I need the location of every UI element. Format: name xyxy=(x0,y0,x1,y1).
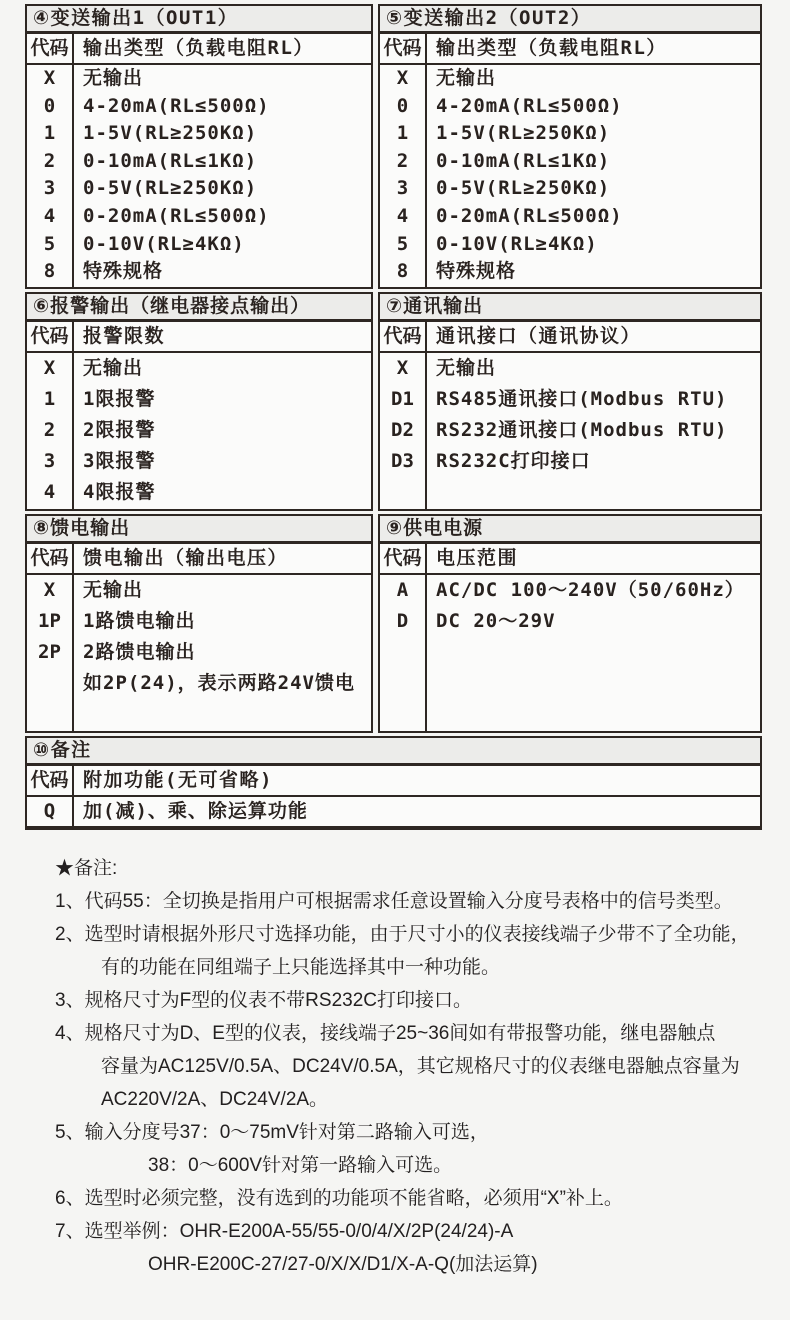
code-cell: 2 xyxy=(43,149,56,172)
code-column xyxy=(380,353,425,509)
code-column xyxy=(27,575,72,731)
note-line: 2、选型时请根据外形尺寸选择功能，由于尺寸小的仪表接线端子少带不了全功能， xyxy=(55,924,750,945)
code-cell: X xyxy=(396,357,409,379)
note-line: AC220V/2A、DC24V/2A。 xyxy=(101,1089,329,1110)
table-body xyxy=(27,65,371,287)
footnotes-heading: ★备注: xyxy=(55,858,118,879)
column-header-row xyxy=(380,34,760,65)
code-cell: Q xyxy=(43,800,56,822)
code-cell: 2P xyxy=(38,641,61,663)
code-cell: 4 xyxy=(396,204,409,227)
column-header-code: 代码 xyxy=(30,325,69,347)
section-title: ⑩备注 xyxy=(27,738,760,766)
column-header-desc: 报警限数 xyxy=(72,322,371,351)
section-title: ⑧馈电输出 xyxy=(27,516,371,544)
desc-cell: 如2P(24)，表示两路24V馈电 xyxy=(83,672,355,694)
desc-cell: RS232通讯接口(Modbus RTU) xyxy=(436,419,728,441)
code-cell xyxy=(27,668,72,699)
code-cell: D1 xyxy=(391,388,414,410)
desc-column xyxy=(425,353,760,509)
desc-cell: 无输出 xyxy=(436,67,497,89)
tables-row-3 xyxy=(25,514,762,733)
note-line: 38：0～600V针对第一路输入可选。 xyxy=(148,1155,453,1176)
desc-cell: DC 20～29V xyxy=(436,610,556,632)
code-column xyxy=(27,65,72,287)
column-header-desc: 电压范围 xyxy=(425,544,760,573)
code-cell: 2 xyxy=(43,419,56,441)
table-body xyxy=(27,797,760,826)
desc-cell: 4限报警 xyxy=(83,481,156,503)
code-cell: 3 xyxy=(43,450,56,472)
column-header-code: 代码 xyxy=(30,769,69,791)
spec-tables xyxy=(25,4,762,830)
code-cell: X xyxy=(43,67,56,89)
desc-cell: 无输出 xyxy=(436,357,497,379)
column-header-desc: 输出类型（负载电阻RL） xyxy=(72,34,371,63)
desc-cell: 3限报警 xyxy=(83,450,156,472)
section-title: ⑤变送输出2（OUT2） xyxy=(380,6,760,34)
code-column xyxy=(27,797,72,826)
section-power-table xyxy=(378,514,762,733)
note-line: 5、输入分度号37：0～75mV针对第二路输入可选， xyxy=(55,1122,489,1143)
code-cell: 5 xyxy=(43,232,56,255)
section-alarm-table xyxy=(25,292,373,511)
desc-cell: 加(减)、乘、除运算功能 xyxy=(83,800,308,822)
column-header-desc: 馈电输出（输出电压） xyxy=(72,544,371,573)
desc-cell: 2路馈电输出 xyxy=(83,641,196,663)
desc-cell: 1路馈电输出 xyxy=(83,610,196,632)
table-body xyxy=(380,353,760,509)
desc-column xyxy=(72,575,371,731)
note-line: 3、规格尺寸为F型的仪表不带RS232C打印接口。 xyxy=(55,990,472,1011)
desc-cell: 无输出 xyxy=(83,67,144,89)
column-header-row xyxy=(27,544,371,575)
column-header-code: 代码 xyxy=(383,325,422,347)
desc-cell: 无输出 xyxy=(83,357,144,379)
desc-cell: 0-10V(RL≥4KΩ) xyxy=(83,232,245,255)
code-cell: 3 xyxy=(396,177,409,200)
code-column xyxy=(380,575,425,731)
code-cell: 8 xyxy=(43,260,56,283)
desc-cell: 1限报警 xyxy=(83,388,156,410)
column-header-code: 代码 xyxy=(383,37,422,59)
desc-column xyxy=(425,575,760,731)
code-cell: X xyxy=(396,67,409,89)
code-cell: D3 xyxy=(391,450,414,472)
code-cell: 1 xyxy=(396,122,409,145)
section-out2-table xyxy=(378,4,762,289)
note-line: 1、代码55：全切换是指用户可根据需求任意设置输入分度号表格中的信号类型。 xyxy=(55,891,733,912)
desc-cell: AC/DC 100～240V（50/60Hz） xyxy=(436,579,745,601)
section-remark-table xyxy=(25,736,762,830)
table-body xyxy=(27,353,371,509)
table-body xyxy=(380,65,760,287)
code-cell: X xyxy=(43,357,56,379)
desc-cell: 0-20mA(RL≤500Ω) xyxy=(436,204,623,227)
column-header-desc: 附加功能(无可省略) xyxy=(72,766,760,795)
column-header-code: 代码 xyxy=(30,547,69,569)
code-cell: 0 xyxy=(396,94,409,117)
note-line: 容量为AC125V/0.5A、DC24V/0.5A，其它规格尺寸的仪表继电器触点容量为 xyxy=(101,1056,740,1077)
code-cell: 8 xyxy=(396,260,409,283)
desc-column xyxy=(72,65,371,287)
note-line: OHR-E200C-27/27-0/X/X/D1/X-A-Q(加法运算) xyxy=(148,1254,538,1275)
desc-cell: 0-5V(RL≥250KΩ) xyxy=(436,177,611,200)
code-cell: 4 xyxy=(43,204,56,227)
code-cell: 0 xyxy=(43,94,56,117)
column-header-row xyxy=(27,766,760,797)
code-cell: A xyxy=(396,579,409,601)
desc-cell: 0-10mA(RL≤1KΩ) xyxy=(436,149,611,172)
table-body xyxy=(27,575,371,731)
note-line: 4、规格尺寸为D、E型的仪表，接线端子25~36间如有带报警功能，继电器触点 xyxy=(55,1023,716,1044)
code-cell: 1 xyxy=(43,122,56,145)
code-cell: 4 xyxy=(43,481,56,503)
column-header-row xyxy=(27,34,371,65)
section-out1-table xyxy=(25,4,373,289)
desc-cell: 4-20mA(RL≤500Ω) xyxy=(83,94,270,117)
code-column xyxy=(380,65,425,287)
section-title: ⑥报警输出（继电器接点输出） xyxy=(27,294,371,322)
section-title: ④变送输出1（OUT1） xyxy=(27,6,371,34)
section-title: ⑨供电电源 xyxy=(380,516,760,544)
desc-cell: 1-5V(RL≥250KΩ) xyxy=(83,122,258,145)
desc-cell: 4-20mA(RL≤500Ω) xyxy=(436,94,623,117)
desc-cell: RS232C打印接口 xyxy=(436,450,591,472)
note-line: 有的功能在同组端子上只能选择其中一种功能。 xyxy=(101,957,501,978)
desc-cell: 无输出 xyxy=(83,579,144,601)
column-header-row xyxy=(380,544,760,575)
note-line: 6、选型时必须完整，没有选到的功能项不能省略，必须用“X”补上。 xyxy=(55,1188,623,1209)
column-header-row xyxy=(27,322,371,353)
code-cell: D2 xyxy=(391,419,414,441)
column-header-code: 代码 xyxy=(30,37,69,59)
desc-cell: RS485通讯接口(Modbus RTU) xyxy=(436,388,728,410)
column-header-row xyxy=(380,322,760,353)
desc-column xyxy=(72,353,371,509)
desc-cell: 0-10mA(RL≤1KΩ) xyxy=(83,149,258,172)
section-comm-table xyxy=(378,292,762,511)
code-cell: 5 xyxy=(396,232,409,255)
note-line: 7、选型举例：OHR-E200A-55/55-0/0/4/X/2P(24/24)-A xyxy=(55,1221,514,1242)
desc-cell: 0-20mA(RL≤500Ω) xyxy=(83,204,270,227)
code-cell: 1 xyxy=(43,388,56,410)
desc-cell: 2限报警 xyxy=(83,419,156,441)
code-cell: X xyxy=(43,579,56,601)
section-title: ⑦通讯输出 xyxy=(380,294,760,322)
code-cell: 1P xyxy=(38,610,61,632)
desc-cell: 0-5V(RL≥250KΩ) xyxy=(83,177,258,200)
column-header-desc: 通讯接口（通讯协议） xyxy=(425,322,760,351)
footnotes xyxy=(55,852,765,1281)
section-feed-table xyxy=(25,514,373,733)
code-column xyxy=(27,353,72,509)
desc-cell: 特殊规格 xyxy=(436,260,517,283)
tables-row-1 xyxy=(25,4,762,289)
code-cell: D xyxy=(396,610,409,632)
table-body xyxy=(380,575,760,731)
desc-cell: 特殊规格 xyxy=(83,260,164,283)
code-cell: 2 xyxy=(396,149,409,172)
desc-cell: 0-10V(RL≥4KΩ) xyxy=(436,232,598,255)
tables-row-2 xyxy=(25,292,762,511)
desc-column xyxy=(72,797,760,826)
column-header-code: 代码 xyxy=(383,547,422,569)
desc-column xyxy=(425,65,760,287)
desc-cell: 1-5V(RL≥250KΩ) xyxy=(436,122,611,145)
column-header-desc: 输出类型（负载电阻RL） xyxy=(425,34,760,63)
code-cell: 3 xyxy=(43,177,56,200)
